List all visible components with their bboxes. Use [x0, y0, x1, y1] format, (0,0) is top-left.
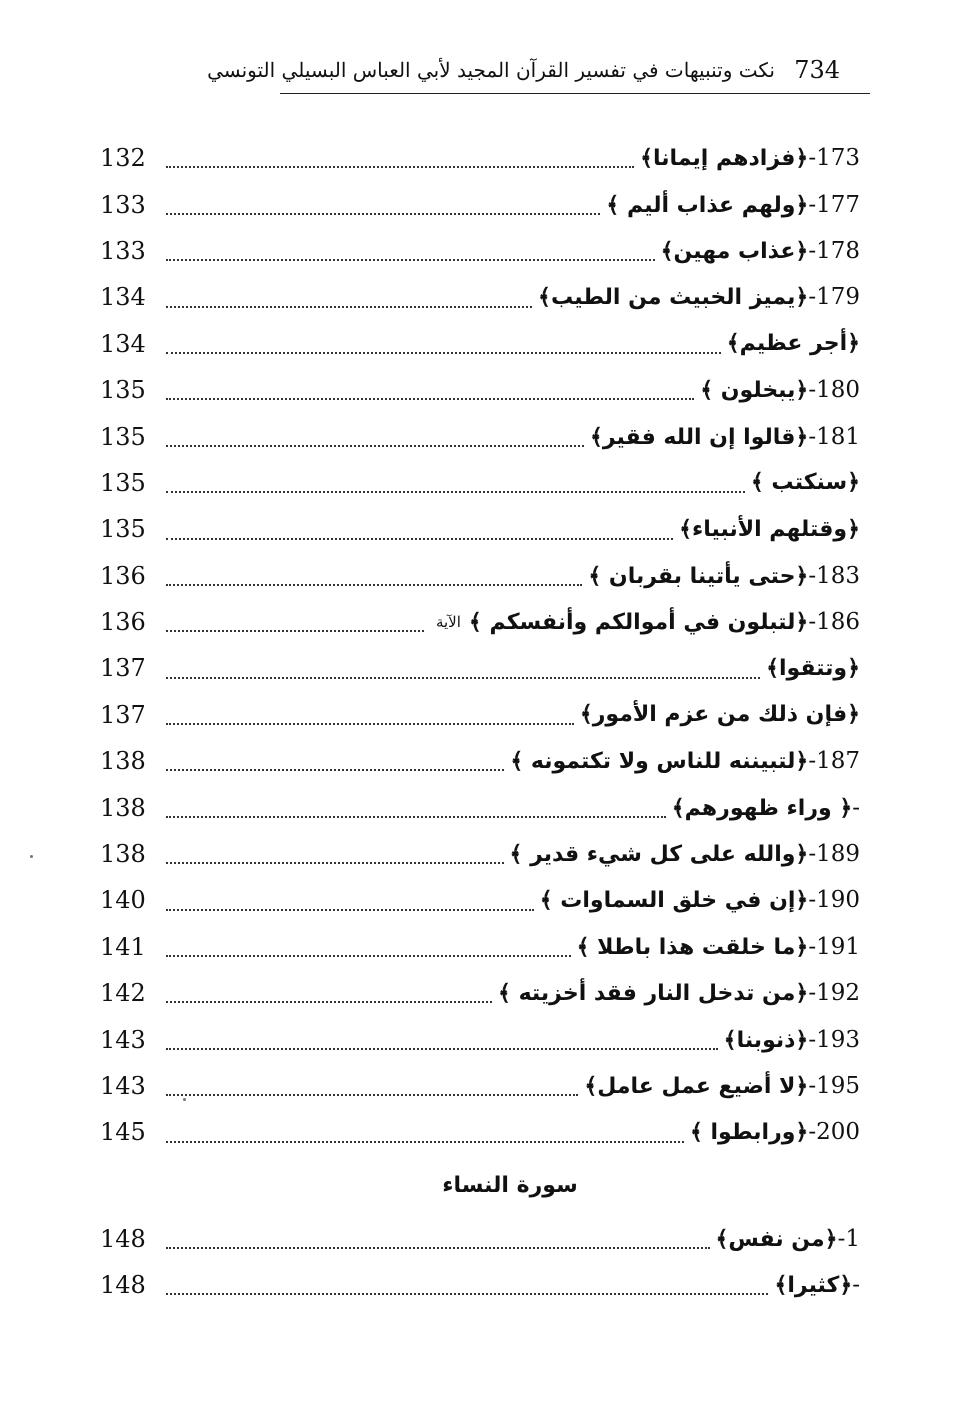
- entry-page-number: 133: [100, 190, 146, 219]
- verse-text: ﴿من نفس﴾: [715, 1226, 838, 1252]
- verse-text: ﴿ورابطوا ﴾: [689, 1120, 809, 1146]
- verse-number: 187-: [808, 748, 860, 775]
- dot-leader: [166, 989, 492, 1003]
- entry-title: [700, 377, 860, 403]
- entry-title: [640, 145, 860, 171]
- verse-text: ﴿والله على كل شيء قدير ﴾: [509, 842, 809, 868]
- toc-entry: [100, 367, 860, 413]
- entry-page-number: 135: [100, 468, 146, 497]
- entry-page-number: 134: [100, 329, 146, 358]
- scan-speck: [183, 1098, 186, 1101]
- verse-text: ﴿لتبلون في أموالكم وأنفسكم ﴾: [468, 610, 809, 636]
- verse-text: ﴿يميز الخبيث من الطيب﴾: [538, 285, 809, 311]
- verse-text: ﴿وتتقوا﴾: [766, 655, 860, 681]
- entry-title: [679, 517, 860, 542]
- verse-number: 183-: [808, 562, 860, 589]
- entry-page-number: 135: [100, 422, 146, 451]
- verse-number: 186-: [808, 609, 860, 636]
- verse-text: ﴿كثيرا﴾: [774, 1273, 853, 1299]
- dot-leader: [166, 665, 760, 679]
- entry-page-number: 135: [100, 376, 146, 405]
- entry-page-number: 134: [100, 283, 146, 312]
- entry-page-number: 138: [100, 747, 146, 776]
- entry-title: [588, 563, 860, 589]
- entry-title: [751, 470, 860, 495]
- verse-number: 195-: [808, 1073, 860, 1099]
- entry-title: [672, 795, 860, 821]
- entry-title: [766, 656, 860, 681]
- entry-title: [577, 934, 860, 960]
- entry-page-number: 145: [100, 1118, 146, 1147]
- dot-leader: [166, 247, 655, 261]
- entry-title: [590, 424, 860, 450]
- entry-title: [724, 1027, 860, 1053]
- toc-entry: [100, 460, 860, 506]
- toc-entry: [100, 553, 860, 599]
- entry-note: الآية: [435, 613, 461, 632]
- verse-number: -: [852, 794, 860, 821]
- verse-number: 177-: [808, 191, 860, 218]
- entry-title: [510, 841, 860, 867]
- toc-entry: [100, 645, 860, 691]
- entry-page-number: 133: [100, 236, 146, 265]
- verse-text: ﴿ولهم عذاب أليم ﴾: [606, 192, 809, 218]
- entry-title: [498, 980, 860, 1006]
- page-number: 734: [794, 56, 840, 84]
- verse-number: 190-: [808, 887, 860, 914]
- verse-text: ﴿فزادهم إيمانا﴾: [640, 146, 809, 172]
- verse-text: ﴿لا أضيع عمل عامل﴾: [584, 1074, 809, 1099]
- toc-entry: [100, 228, 860, 274]
- verse-number: 191-: [808, 933, 860, 960]
- dot-leader: [166, 340, 721, 354]
- entry-page-number: 143: [100, 1072, 146, 1100]
- entry-title: [727, 331, 860, 356]
- entry-title: [690, 1119, 860, 1145]
- toc-entry: [100, 1262, 860, 1308]
- toc-entry: [100, 506, 860, 552]
- entry-title: [540, 887, 860, 913]
- dot-leader: [166, 943, 571, 957]
- entry-title: [774, 1272, 860, 1298]
- verse-number: 193-: [808, 1026, 860, 1053]
- verse-number: 192-: [808, 980, 860, 1007]
- dot-leader: [166, 897, 534, 911]
- table-of-contents: [100, 135, 860, 1308]
- surah-heading: [100, 1156, 860, 1216]
- toc-entry: [100, 274, 860, 320]
- dot-leader: [166, 804, 666, 818]
- toc-entry: [100, 1063, 860, 1109]
- verse-number: -: [852, 1272, 860, 1299]
- toc-entry: [100, 1109, 860, 1155]
- verse-number: 1-: [837, 1225, 860, 1252]
- dot-leader: [166, 201, 600, 215]
- toc-entry: [100, 831, 860, 877]
- dot-leader: [166, 433, 584, 447]
- toc-entry: [100, 599, 860, 645]
- verse-text: ﴿ وراء ظهورهم﴾: [671, 795, 853, 821]
- toc-entry: [100, 692, 860, 738]
- toc-entry: [100, 738, 860, 784]
- verse-text: ﴿عذاب مهين﴾: [660, 238, 809, 264]
- dot-leader: [166, 294, 532, 308]
- verse-number: 180-: [808, 377, 860, 404]
- header-rule: [280, 93, 870, 94]
- entry-page-number: 137: [100, 654, 146, 683]
- entry-page-number: 136: [100, 561, 146, 590]
- toc-entry: [100, 877, 860, 923]
- verse-text: ﴿حتى يأتينا بقربان ﴾: [588, 563, 809, 589]
- entry-page-number: 142: [100, 979, 146, 1008]
- dot-leader: [166, 526, 673, 540]
- entry-page-number: 141: [100, 932, 146, 961]
- verse-number: 181-: [808, 423, 860, 450]
- entry-page-number: 137: [100, 700, 146, 729]
- entry-page-number: 132: [100, 144, 146, 173]
- entry-page-number: 138: [100, 840, 146, 869]
- verse-number: 179-: [808, 284, 860, 311]
- entry-page-number: 136: [100, 608, 146, 637]
- toc-entry: [100, 1216, 860, 1262]
- dot-leader: [166, 850, 504, 864]
- verse-number: 189-: [808, 841, 860, 868]
- verse-text: ﴿أجر عظيم﴾: [726, 331, 860, 357]
- verse-text: ﴿إن في خلق السماوات ﴾: [539, 888, 809, 914]
- verse-text: ﴿من تدخل النار فقد أخزيته ﴾: [498, 981, 809, 1007]
- entry-title: [538, 284, 860, 310]
- toc-entry: [100, 1016, 860, 1062]
- entry-title: [606, 192, 860, 218]
- verse-text: ﴿ذنوبنا﴾: [723, 1027, 809, 1053]
- verse-number: 200-: [808, 1119, 860, 1146]
- surah-heading-text: سورة النساء: [442, 1173, 578, 1199]
- toc-entry: [100, 970, 860, 1016]
- entry-page-number: 148: [100, 1271, 146, 1300]
- entry-title: [716, 1226, 860, 1252]
- page-header: [207, 50, 870, 94]
- dot-leader: [166, 1235, 710, 1249]
- verse-text: ﴿قالوا إن الله فقير﴾: [589, 424, 809, 450]
- verse-text: ﴿وقتلهم الأنبياء﴾: [679, 516, 860, 542]
- scan-speck: [30, 855, 33, 858]
- entry-title: [661, 238, 860, 264]
- toc-entry: [100, 181, 860, 227]
- dot-leader: [166, 757, 504, 771]
- entry-page-number: 148: [100, 1224, 146, 1253]
- entry-page-number: 140: [100, 886, 146, 915]
- verse-text: ﴿يبخلون ﴾: [700, 378, 809, 404]
- entry-page-number: 143: [100, 1025, 146, 1054]
- verse-text: ﴿ما خلقت هذا باطلا ﴾: [576, 934, 809, 960]
- toc-entry: [100, 784, 860, 830]
- running-title: نكت وتنبيهات في تفسير القرآن المجيد لأبي العباس البسيلي التونسي: [207, 58, 775, 82]
- verse-number: 178-: [808, 237, 860, 264]
- dot-leader: [166, 1082, 578, 1096]
- dot-leader: [166, 479, 745, 493]
- dot-leader: [166, 711, 574, 725]
- entry-title: [580, 702, 860, 727]
- verse-text: ﴿سنكتب ﴾: [750, 470, 860, 496]
- toc-entry: [100, 413, 860, 459]
- entry-title: [584, 1073, 860, 1099]
- verse-text: ﴿لتبيننه للناس ولا تكتمونه ﴾: [510, 749, 809, 775]
- verse-number: 173-: [808, 145, 860, 172]
- entry-title: [469, 609, 860, 635]
- dot-leader: [166, 386, 694, 400]
- dot-leader: [166, 1036, 718, 1050]
- toc-entry: [100, 924, 860, 970]
- dot-leader: [166, 1281, 768, 1295]
- verse-text: ﴿فإن ذلك من عزم الأمور﴾: [579, 702, 860, 728]
- dot-leader: [166, 1129, 684, 1143]
- entry-title: [510, 748, 860, 774]
- entry-page-number: 135: [100, 515, 146, 544]
- toc-entry: [100, 321, 860, 367]
- dot-leader: [166, 154, 634, 168]
- toc-entry: [100, 135, 860, 181]
- dot-leader: [166, 618, 424, 632]
- dot-leader: [166, 572, 582, 586]
- entry-page-number: 138: [100, 793, 146, 822]
